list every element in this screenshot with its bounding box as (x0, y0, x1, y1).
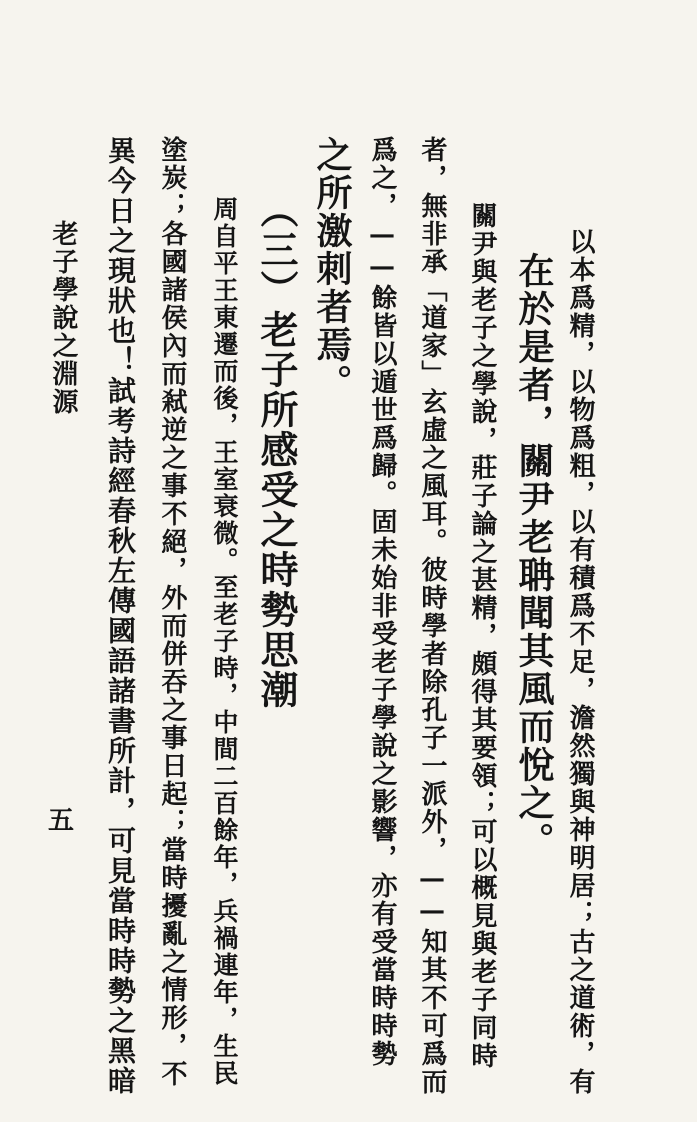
text-column-3: 關尹與老子之學說，莊子論之甚精，頗得其要領；可以概見與老子同時 (467, 202, 497, 1070)
section-heading: （三）老子所感受之時勢思潮 (254, 190, 299, 710)
text-column-1: 以本爲精，以物爲粗，以有積爲不足，澹然獨與神明居；古之道術，有 (565, 228, 595, 1096)
text-column-4: 者，無非承「道家」玄虛之風耳。彼時學者除孔子一派外，——知其不可爲而 (417, 136, 447, 1096)
text-column-10: 異今日之現狀也！試考詩經春秋左傳國語諸書所計，可見當時時勢之黑暗 (104, 136, 137, 1096)
text-column-5: 爲之，——餘皆以遁世爲歸。固未始非受老子學說之影響，亦有受當時時勢 (367, 136, 397, 1068)
text-column-2: 在於是者，關尹老聃聞其風而悅之。 (513, 252, 555, 860)
text-column-8: 周自平王東遷而後，王室衰微。至老子時，中間二百餘年，兵禍連年，生民 (210, 196, 239, 1087)
running-title: 老子學說之淵源 (48, 220, 78, 416)
text-column-6: 之所激刺者焉。 (311, 136, 353, 402)
text-column-9: 塗炭；各國諸侯內而弒逆之事不絕，外而併吞之事日起；當時擾亂之情形，不 (157, 136, 187, 1088)
page-number: 五 (48, 806, 75, 836)
